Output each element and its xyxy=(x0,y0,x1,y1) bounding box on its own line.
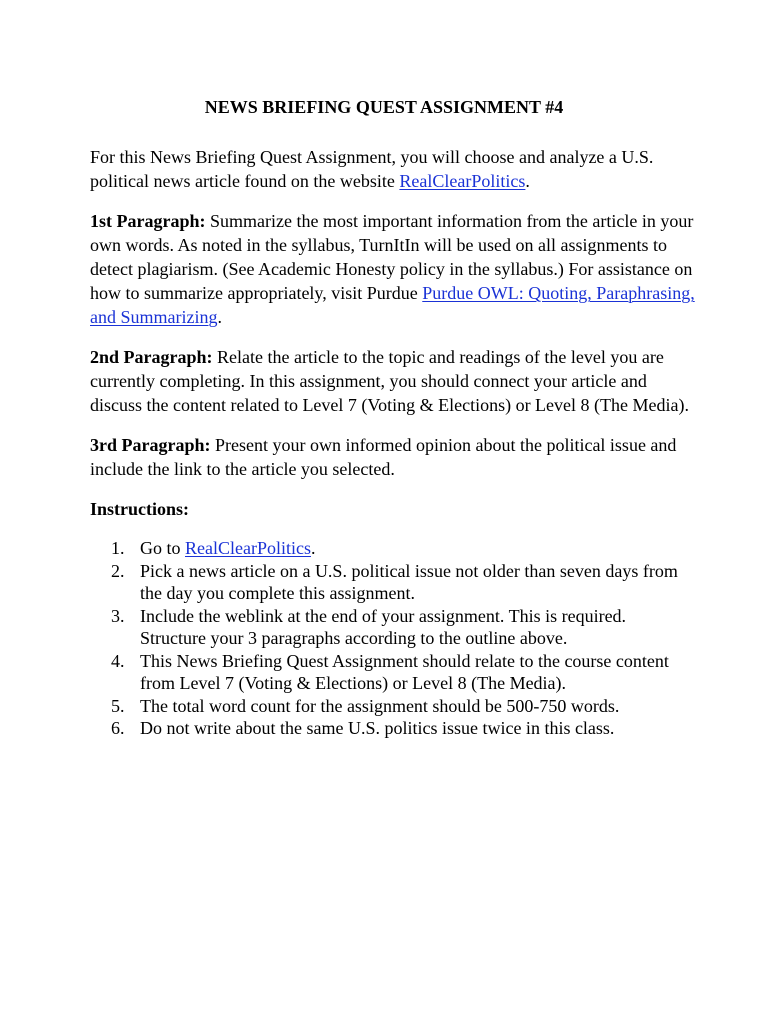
step-text: Pick a news article on a U.S. political issue not older than seven days from the day you complete this assignment. xyxy=(140,560,678,603)
step-text: Include the weblink at the end of your assignment. This is required. xyxy=(140,605,627,626)
paragraph-2-text: Relate the article to the topic and readings of the level you are currently completing. In this assignment, you should connect your article and discuss the content related to Level 7 (Voting & Elections) or Level 8 (The Media). xyxy=(90,347,689,415)
paragraph-2 xyxy=(90,345,700,417)
paragraph-1-text: Summarize the most important information from the article in your own words. As noted in the syllabus, TurnItIn will be used on all assignments to detect plagiarism. (See Academic Honesty policy in the syllabus.) For assistance on how to summarize appropriately, visit Purdue xyxy=(90,211,694,303)
step-number: 4. xyxy=(111,650,125,671)
instruction-step-6 xyxy=(90,717,700,740)
intro-text: For this News Briefing Quest Assignment, you will choose and analyze a U.S. political news article found on the website xyxy=(90,147,654,191)
purdue-owl-link[interactable]: Purdue OWL: Quoting, Paraphrasing, and Summarizing xyxy=(90,283,695,327)
step-number: 3. xyxy=(111,605,125,626)
step-text: This News Briefing Quest Assignment should relate to the course content from Level 7 (Voting & Elections) or Level 8 (The Media). xyxy=(140,650,669,693)
instruction-step-2 xyxy=(90,560,700,605)
instructions-list xyxy=(90,537,700,740)
document-page xyxy=(90,95,700,740)
instructions-heading: Instructions: xyxy=(90,499,190,519)
paragraph-1-text-end: . xyxy=(217,307,222,327)
paragraph-3 xyxy=(90,433,700,481)
document-title: NEWS BRIEFING QUEST ASSIGNMENT #4 xyxy=(204,97,564,117)
paragraph-3-label: 3rd Paragraph: xyxy=(90,435,211,455)
step-text: Do not write about the same U.S. politics issue twice in this class. xyxy=(140,718,615,738)
step-number: 2. xyxy=(111,560,125,581)
step-text: Go to xyxy=(140,538,185,558)
paragraph-1 xyxy=(90,209,700,329)
step-extra-text: Structure your 3 paragraphs according to the outline above. xyxy=(140,628,568,648)
step-number: 6. xyxy=(111,718,125,738)
paragraph-1-label: 1st Paragraph: xyxy=(90,211,206,231)
instruction-step-1 xyxy=(90,537,700,560)
step-text-end: . xyxy=(310,538,316,558)
step-text: The total word count for the assignment should be 500-750 words. xyxy=(140,695,620,716)
step-number: 1. xyxy=(111,538,125,558)
paragraph-3-text: Present your own informed opinion about the political issue and include the link to the article you selected. xyxy=(90,435,677,479)
instruction-step-5 xyxy=(90,695,700,718)
realclearpolitics-link[interactable]: RealClearPolitics xyxy=(399,171,526,191)
instruction-step-4 xyxy=(90,650,700,695)
intro-text-end: . xyxy=(525,171,530,191)
instruction-step-3 xyxy=(90,605,700,650)
step-number: 5. xyxy=(111,695,125,716)
realclearpolitics-step-link[interactable]: RealClearPolitics xyxy=(185,538,311,558)
paragraph-2-label: 2nd Paragraph: xyxy=(90,347,213,367)
intro-paragraph xyxy=(90,145,700,193)
